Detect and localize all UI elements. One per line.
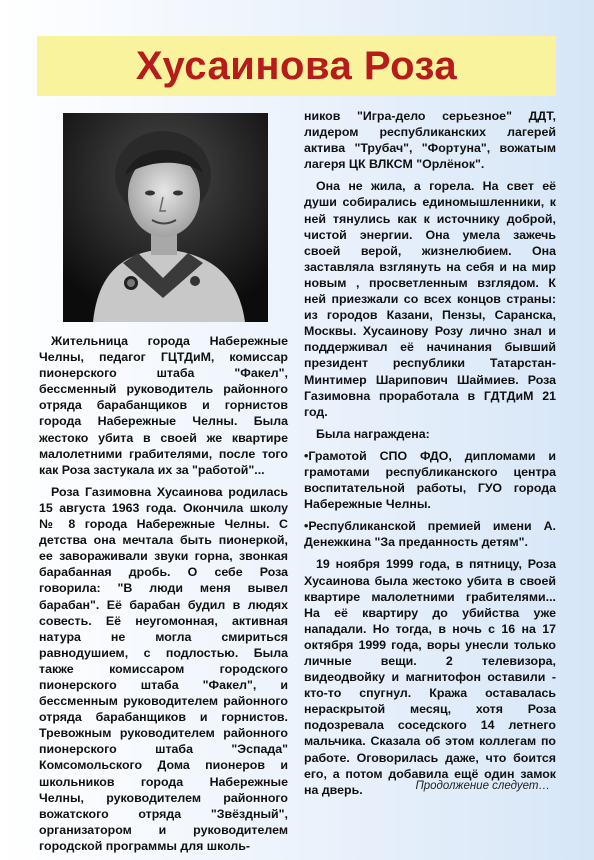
to-be-continued-note: Продолжение следует… <box>415 780 550 792</box>
portrait-image <box>63 113 268 322</box>
photo-caption: Жительница города Набережные Челны, педагог ГЦТДиМ, комиссар пионерского штаба "Факел", бессменный руководитель районного отряда барабанщиков и горнистов города Набережные Челны. Была жестоко убита в своей же квартире малолетними грабителями, после того как Роза застукала их за "работой"... <box>39 334 288 477</box>
death-paragraph: 19 ноября 1999 года, в пятницу, Роза Хусаинова была жестоко убита в своей квартире малолетними грабителями... На её квартиру до убийства уже нападали. Но тогда, в ночь с 16 на 17 октября 1999 года, воры унесли только личные вещи. 2 телевизора, видеодвойку и магнитофон оставили - кто-то спугнул. Кража оставалась нераскрытой месяц, хотя Роза подозревала соседского 14 летнего мальчика. Сказала об этом коллегам по работе. Оговорилась даже, что боится его, а потом добавила ещё один замок на дверь. <box>304 557 556 797</box>
awards-heading: Была награждена: <box>316 426 430 441</box>
award-item: •Грамотой СПО ФДО, дипломами и грамотами республиканского центра воспитательной работы, ГУО города Набережные Челны. <box>304 448 556 512</box>
biography-paragraph: Роза Газимовна Хусаинова родилась 15 августа 1963 года. Окончила школу № 8 города Набережные Челны. С детства она мечтала быть пионеркой, ее завораживали звуки горна, звонкая барабанная дробь. О себе Роза говорила: "В люди меня вывел барабан". Её барабан будил в людях совесть. Её неугомонная, активная натура не могла смириться равнодушием, с подлостью. Была также комиссаром городского пионерского штаба "Факел", и бессменным руководителем районного отряда барабанщиков и горнистов. Тревожным руководителем районного пионерского штаба "Эспада" Комсомольского Дома пионеров и школьников города Набережные Челны, руководителем районного вожатского отряда "Звёздный", организатором и руководителем городской программы для школь- <box>39 484 288 853</box>
award-item: •Республиканской премией имени А. Денежкина "За преданность детям". <box>304 519 556 550</box>
page-title: Хусаинова Роза <box>135 43 458 88</box>
title-banner <box>37 36 556 96</box>
right-column <box>304 108 556 804</box>
portrait-photo <box>63 113 268 322</box>
biography-continuation: ников "Игра-дело серьезное" ДДТ, лидером республиканских лагерей актива "Трубач", "Фортуна", вожатым лагеря ЦК ВЛКСМ "Орлёнок". <box>304 109 556 172</box>
life-paragraph: Она не жила, а горела. На свет её души собирались единомышленники, к ней тянулись как к источнику доброй, чистой энергии. Она умела зажечь своей верой, жизнелюбием. Она заставляла взглянуть на себя и на мир новым , просветленным взглядом. К ней приезжали со всех концов страны: из городов Казани, Пензы, Саранска, Москвы. Хусаинову Розу лично знал и поддерживал её начинания бывший президент республики Татарстан-Минтимер Шарипович Шаймиев. Роза Газимовна проработала в ГДТДиМ 21 год. <box>304 179 556 419</box>
left-column <box>39 333 288 860</box>
